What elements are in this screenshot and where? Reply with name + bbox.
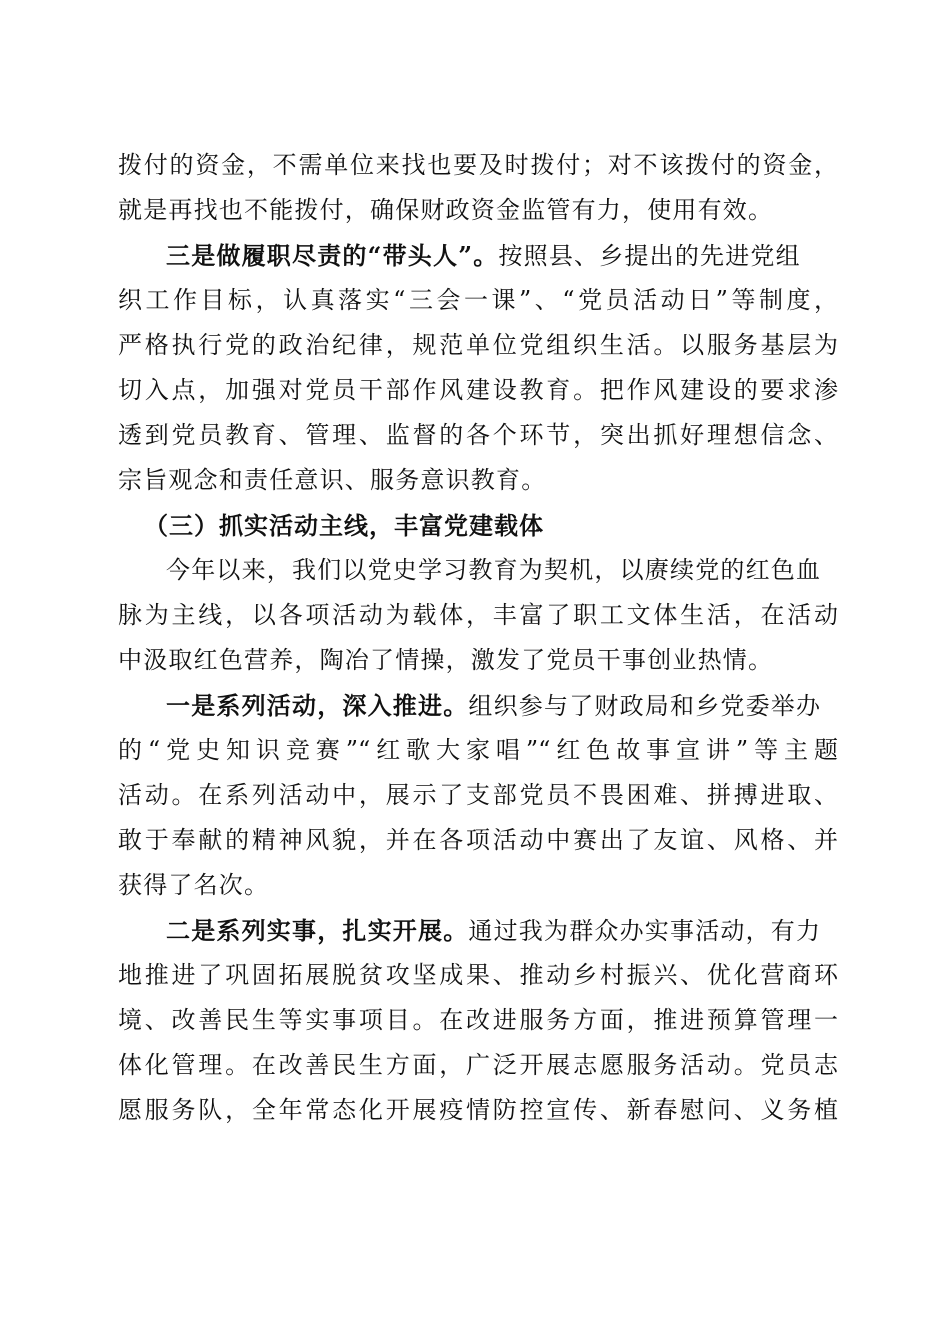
text-line: 今年以来，我们以党史学习教育为契机，以赓续党的红色血 xyxy=(166,556,822,584)
paragraph-lead: 三是做履职尽责的“带头人”。 xyxy=(166,241,499,270)
text-line: 宗旨观念和责任意识、服务意识教育。 xyxy=(118,466,547,494)
text-line: 地推进了巩固拓展脱贫攻坚成果、推动乡村振兴、优化营商环 xyxy=(118,961,838,989)
paragraph-text: 组织参与了财政局和乡党委举办 xyxy=(468,692,822,720)
text-line: 拨付的资金，不需单位来找也要及时拨付；对不该拨付的资金， xyxy=(118,151,838,179)
paragraph-lead: 一是系列活动，深入推进。 xyxy=(166,691,469,720)
text-line: 严格执行党的政治纪律，规范单位党组织生活。以服务基层为 xyxy=(118,331,838,359)
text-line: 境、改善民生等实事项目。在改进服务方面，推进预算管理一 xyxy=(118,1006,838,1034)
paragraph-lead: 二是系列实事，扎实开展。 xyxy=(166,916,469,945)
paragraph-first-line xyxy=(118,908,838,953)
text-line: 的“党史知识竞赛”“红歌大家唱”“红色故事宣讲”等主题 xyxy=(118,736,838,764)
text-line: 脉为主线，以各项活动为载体，丰富了职工文体生活，在活动 xyxy=(118,601,838,629)
paragraph-text: 按照县、乡提出的先进党组 xyxy=(498,242,801,270)
text-line: 体化管理。在改善民生方面，广泛开展志愿服务活动。党员志 xyxy=(118,1051,838,1079)
paragraph-first-line xyxy=(118,683,838,728)
text-line: 切入点，加强对党员干部作风建设教育。把作风建设的要求渗 xyxy=(118,376,838,404)
text-line: 就是再找也不能拨付，确保财政资金监管有力，使用有效。 xyxy=(118,196,774,224)
paragraph-first-line xyxy=(118,233,838,278)
paragraph-text: 通过我为群众办实事活动，有力 xyxy=(468,917,822,945)
text-line: 织工作目标，认真落实“三会一课”、“党员活动日”等制度， xyxy=(118,286,838,314)
text-line: 愿服务队，全年常态化开展疫情防控宣传、新春慰问、义务植 xyxy=(118,1096,838,1124)
text-line: 敢于奉献的精神风貌，并在各项活动中赛出了友谊、风格、并 xyxy=(118,826,838,854)
text-line: 活动。在系列活动中，展示了支部党员不畏困难、拼搏进取、 xyxy=(118,781,838,809)
text-line: 透到党员教育、管理、监督的各个环节，突出抓好理想信念、 xyxy=(118,421,838,449)
text-line: 中汲取红色营养，陶冶了情操，激发了党员干事创业热情。 xyxy=(118,646,774,674)
section-heading: （三）抓实活动主线，丰富党建载体 xyxy=(144,511,544,540)
text-line: 获得了名次。 xyxy=(118,871,270,899)
document-body xyxy=(118,143,838,1133)
